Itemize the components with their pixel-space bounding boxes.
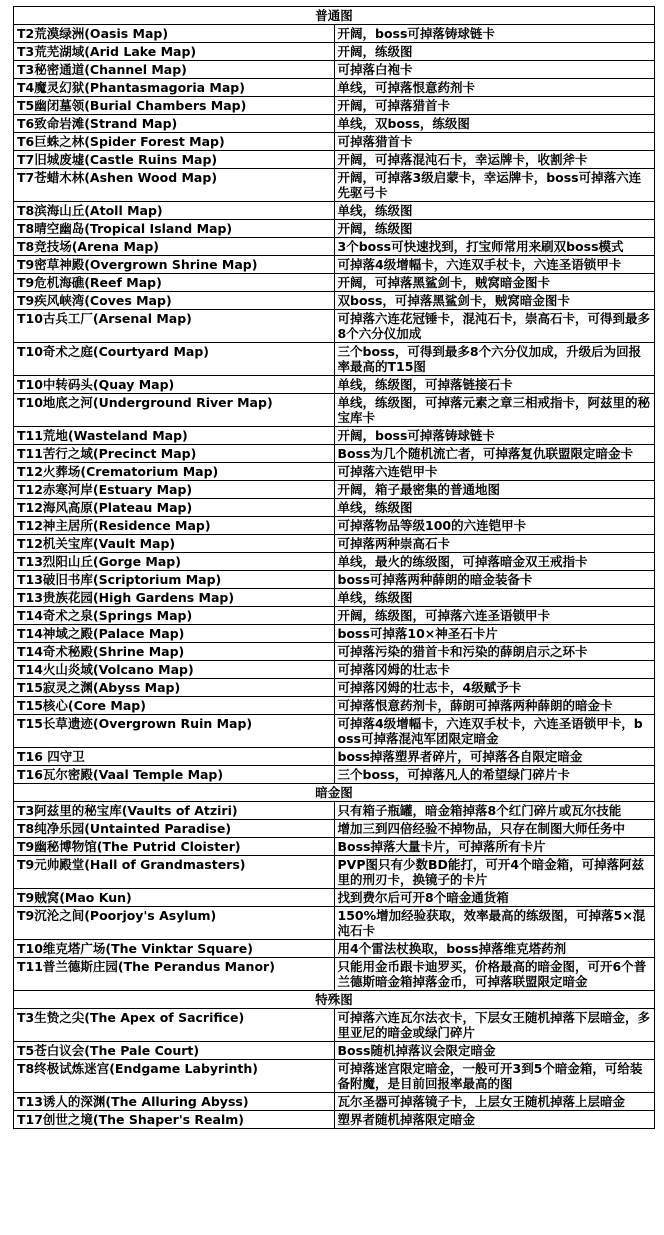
map-description-cell: 单线，最火的练级图，可掉落暗金双王戒指卡 — [334, 553, 655, 571]
map-name-cell: T2荒漠绿洲(Oasis Map) — [14, 25, 335, 43]
map-name-cell: T11荒地(Wasteland Map) — [14, 427, 335, 445]
map-description-cell: 增加三到四倍经验不掉物品，只存在制图大师任务中 — [334, 820, 655, 838]
table-row — [14, 1042, 655, 1060]
map-name-cell: T8终极试炼迷宫(Endgame Labyrinth) — [14, 1060, 335, 1093]
map-description-cell: PVP图只有少数BD能打，可开4个暗金箱，可掉落阿兹里的刑刃卡，换镜子的卡片 — [334, 856, 655, 889]
map-description-cell: 开阔，可掉落猎首卡 — [334, 97, 655, 115]
table-row — [14, 61, 655, 79]
section-header-row — [14, 784, 655, 802]
table-row — [14, 445, 655, 463]
map-description-cell: 用4个雷法杖换取，boss掉落维克塔药剂 — [334, 940, 655, 958]
table-row — [14, 274, 655, 292]
table-row — [14, 43, 655, 61]
map-description-cell: 3个boss可快速找到，打宝师常用来刷双boss模式 — [334, 238, 655, 256]
table-row — [14, 343, 655, 376]
table-row — [14, 256, 655, 274]
map-description-cell: 可掉落迷宫限定暗金，一般可开3到5个暗金箱，可给装备附魔，是目前回报率最高的图 — [334, 1060, 655, 1093]
table-row — [14, 625, 655, 643]
map-description-cell: 单线，双boss，练级图 — [334, 115, 655, 133]
map-description-cell: 开阔，boss可掉落铸球链卡 — [334, 427, 655, 445]
map-name-cell: T13破旧书库(Scriptorium Map) — [14, 571, 335, 589]
map-description-cell: 开阔，可掉落混沌石卡，幸运牌卡，收割斧卡 — [334, 151, 655, 169]
map-name-cell: T9密草神殿(Overgrown Shrine Map) — [14, 256, 335, 274]
map-description-cell: 双boss，可掉落黑鲨剑卡，贼窝暗金图卡 — [334, 292, 655, 310]
map-name-cell: T12火葬场(Crematorium Map) — [14, 463, 335, 481]
map-description-cell: 只有箱子瓶罐，暗金箱掉落8个红门碎片或瓦尔技能 — [334, 802, 655, 820]
table-row — [14, 607, 655, 625]
map-description-cell: 单线，练级图 — [334, 202, 655, 220]
table-row — [14, 856, 655, 889]
map-description-cell: 开阔，练级图 — [334, 43, 655, 61]
table-row — [14, 589, 655, 607]
map-name-cell: T9沉沦之间(Poorjoy's Asylum) — [14, 907, 335, 940]
map-description-cell: 可掉落白袍卡 — [334, 61, 655, 79]
map-description-cell: 可掉落六连瓦尔法衣卡，下层女王随机掉落下层暗金，多里亚尼的暗金或绿门碎片 — [334, 1009, 655, 1042]
table-row — [14, 79, 655, 97]
map-name-cell: T11普兰德斯庄园(The Perandus Manor) — [14, 958, 335, 991]
map-description-cell: boss可掉落两种薛朗的暗金装备卡 — [334, 571, 655, 589]
table-row — [14, 202, 655, 220]
table-row — [14, 958, 655, 991]
map-description-cell: boss掉落塑界者碎片，可掉落各自限定暗金 — [334, 748, 655, 766]
map-name-cell: T15长草遗迹(Overgrown Ruin Map) — [14, 715, 335, 748]
table-row — [14, 820, 655, 838]
map-name-cell: T9危机海礁(Reef Map) — [14, 274, 335, 292]
table-row — [14, 715, 655, 748]
map-name-cell: T12海风高原(Plateau Map) — [14, 499, 335, 517]
map-name-cell: T13烈阳山丘(Gorge Map) — [14, 553, 335, 571]
map-name-cell: T3阿兹里的秘宝库(Vaults of Atziri) — [14, 802, 335, 820]
map-description-cell: 开阔，可掉落黑鲨剑卡，贼窝暗金图卡 — [334, 274, 655, 292]
table-row — [14, 115, 655, 133]
map-name-cell: T9贼窝(Mao Kun) — [14, 889, 335, 907]
map-description-cell: 单线，练级图，可掉落元素之章三相戒指卡，阿兹里的秘宝库卡 — [334, 394, 655, 427]
table-row — [14, 1009, 655, 1042]
section-title: 暗金图 — [14, 784, 655, 802]
map-description-cell: 塑界者随机掉落限定暗金 — [334, 1111, 655, 1129]
section-title: 普通图 — [14, 7, 655, 25]
table-row — [14, 697, 655, 715]
table-row — [14, 1111, 655, 1129]
table-row — [14, 907, 655, 940]
table-row — [14, 802, 655, 820]
map-name-cell: T15寂灵之渊(Abyss Map) — [14, 679, 335, 697]
map-description-cell: 单线，练级图 — [334, 499, 655, 517]
map-name-cell: T3秘密通道(Channel Map) — [14, 61, 335, 79]
map-name-cell: T5苍白议会(The Pale Court) — [14, 1042, 335, 1060]
map-description-cell: 开阔，练级图 — [334, 220, 655, 238]
map-description-cell: Boss随机掉落议会限定暗金 — [334, 1042, 655, 1060]
map-name-cell: T10地底之河(Underground River Map) — [14, 394, 335, 427]
map-name-cell: T14火山炎域(Volcano Map) — [14, 661, 335, 679]
map-description-cell: 单线，练级图，可掉落链接石卡 — [334, 376, 655, 394]
table-row — [14, 481, 655, 499]
table-row — [14, 97, 655, 115]
map-name-cell: T10中转码头(Quay Map) — [14, 376, 335, 394]
map-name-cell: T3荒芜湖域(Arid Lake Map) — [14, 43, 335, 61]
map-name-cell: T8竞技场(Arena Map) — [14, 238, 335, 256]
map-description-cell: 可掉落两种崇高石卡 — [334, 535, 655, 553]
map-name-cell: T8滨海山丘(Atoll Map) — [14, 202, 335, 220]
map-name-cell: T10古兵工厂(Arsenal Map) — [14, 310, 335, 343]
table-row — [14, 238, 655, 256]
table-row — [14, 310, 655, 343]
table-row — [14, 766, 655, 784]
map-name-cell: T7旧城废墟(Castle Ruins Map) — [14, 151, 335, 169]
table-row — [14, 748, 655, 766]
map-description-cell: 找到费尔后可开8个暗金通货箱 — [334, 889, 655, 907]
map-name-cell: T8晴空幽岛(Tropical Island Map) — [14, 220, 335, 238]
map-name-cell: T13诱人的深渊(The Alluring Abyss) — [14, 1093, 335, 1111]
table-row — [14, 376, 655, 394]
map-name-cell: T9疾风峡湾(Coves Map) — [14, 292, 335, 310]
map-description-cell: boss可掉落10×神圣石卡片 — [334, 625, 655, 643]
table-row — [14, 463, 655, 481]
table-row — [14, 1093, 655, 1111]
map-name-cell: T14神域之殿(Palace Map) — [14, 625, 335, 643]
map-description-cell: 可掉落物品等级100的六连铠甲卡 — [334, 517, 655, 535]
section-header-row — [14, 7, 655, 25]
table-row — [14, 292, 655, 310]
table-row — [14, 940, 655, 958]
map-name-cell: T7苍蜡木林(Ashen Wood Map) — [14, 169, 335, 202]
map-name-cell: T16 四守卫 — [14, 748, 335, 766]
map-name-cell: T6巨蛛之林(Spider Forest Map) — [14, 133, 335, 151]
map-name-cell: T15核心(Core Map) — [14, 697, 335, 715]
map-name-cell: T3生贽之尖(The Apex of Sacrifice) — [14, 1009, 335, 1042]
map-description-cell: 三个boss，可掉落凡人的希望绿门碎片卡 — [334, 766, 655, 784]
map-name-cell: T10奇术之庭(Courtyard Map) — [14, 343, 335, 376]
map-description-cell: 可掉落冈姆的壮志卡 — [334, 661, 655, 679]
map-description-cell: 只能用金币跟卡迪罗买，价格最高的暗金图，可开6个普兰德斯暗金箱掉落金币，可掉落联盟限定暗金 — [334, 958, 655, 991]
table-row — [14, 535, 655, 553]
map-name-cell: T14奇术秘殿(Shrine Map) — [14, 643, 335, 661]
map-description-cell: 单线，可掉落恨意药剂卡 — [334, 79, 655, 97]
map-description-cell: 可掉落六连花冠锤卡，混沌石卡，崇高石卡，可得到最多8个六分仪加成 — [334, 310, 655, 343]
map-description-cell: 三个boss，可得到最多8个六分仪加成，升级后为回报率最高的T15图 — [334, 343, 655, 376]
map-description-cell: 单线，练级图 — [334, 589, 655, 607]
map-name-cell: T13贵族花园(High Gardens Map) — [14, 589, 335, 607]
table-row — [14, 517, 655, 535]
table-row — [14, 679, 655, 697]
table-row — [14, 133, 655, 151]
map-table-body — [14, 7, 655, 1129]
map-description-cell: 可掉落4级增幅卡，六连双手杖卡，六连圣语锁甲卡，boss可掉落混沌军团限定暗金 — [334, 715, 655, 748]
map-table — [13, 6, 655, 1129]
table-row — [14, 889, 655, 907]
section-title: 特殊图 — [14, 991, 655, 1009]
table-row — [14, 553, 655, 571]
table-row — [14, 838, 655, 856]
map-name-cell: T12赤寒河岸(Estuary Map) — [14, 481, 335, 499]
table-row — [14, 499, 655, 517]
section-header-row — [14, 991, 655, 1009]
map-name-cell: T17创世之境(The Shaper's Realm) — [14, 1111, 335, 1129]
map-name-cell: T5幽闭墓领(Burial Chambers Map) — [14, 97, 335, 115]
map-name-cell: T14奇术之泉(Springs Map) — [14, 607, 335, 625]
map-description-cell: 开阔，boss可掉落铸球链卡 — [334, 25, 655, 43]
map-name-cell: T9幽秘博物馆(The Putrid Cloister) — [14, 838, 335, 856]
table-row — [14, 1060, 655, 1093]
map-description-cell: 开阔，可掉落3级启蒙卡，幸运牌卡，boss可掉落六连先驱弓卡 — [334, 169, 655, 202]
map-name-cell: T12神主居所(Residence Map) — [14, 517, 335, 535]
map-description-cell: 开阔，箱子最密集的普通地图 — [334, 481, 655, 499]
map-description-cell: 可掉落六连铠甲卡 — [334, 463, 655, 481]
table-row — [14, 25, 655, 43]
map-description-cell: Boss掉落大量卡片，可掉落所有卡片 — [334, 838, 655, 856]
map-description-cell: 可掉落4级增幅卡，六连双手杖卡，六连圣语锁甲卡 — [334, 256, 655, 274]
map-name-cell: T16瓦尔密殿(Vaal Temple Map) — [14, 766, 335, 784]
map-name-cell: T10维克塔广场(The Vinktar Square) — [14, 940, 335, 958]
table-row — [14, 643, 655, 661]
map-name-cell: T11苦行之域(Precinct Map) — [14, 445, 335, 463]
map-description-cell: 开阔，练级图，可掉落六连圣语锁甲卡 — [334, 607, 655, 625]
map-name-cell: T4魔灵幻狱(Phantasmagoria Map) — [14, 79, 335, 97]
map-name-cell: T9元帅殿堂(Hall of Grandmasters) — [14, 856, 335, 889]
map-name-cell: T8纯净乐园(Untainted Paradise) — [14, 820, 335, 838]
table-row — [14, 427, 655, 445]
table-row — [14, 151, 655, 169]
map-description-cell: 瓦尔圣器可掉落镜子卡，上层女王随机掉落上层暗金 — [334, 1093, 655, 1111]
map-description-cell: 可掉落猎首卡 — [334, 133, 655, 151]
map-name-cell: T6致命岩滩(Strand Map) — [14, 115, 335, 133]
table-row — [14, 661, 655, 679]
map-description-cell: 可掉落污染的猎首卡和污染的薛朗启示之环卡 — [334, 643, 655, 661]
map-name-cell: T12机关宝库(Vault Map) — [14, 535, 335, 553]
map-description-cell: 可掉落恨意药剂卡，薛朗可掉落两种薛朗的暗金卡 — [334, 697, 655, 715]
map-description-cell: 150%增加经验获取，效率最高的练级图，可掉落5×混沌石卡 — [334, 907, 655, 940]
map-description-cell: 可掉落冈姆的壮志卡，4级赋予卡 — [334, 679, 655, 697]
table-row — [14, 394, 655, 427]
table-row — [14, 571, 655, 589]
map-description-cell: Boss为几个随机流亡者，可掉落复仇联盟限定暗金卡 — [334, 445, 655, 463]
table-row — [14, 169, 655, 202]
table-row — [14, 220, 655, 238]
